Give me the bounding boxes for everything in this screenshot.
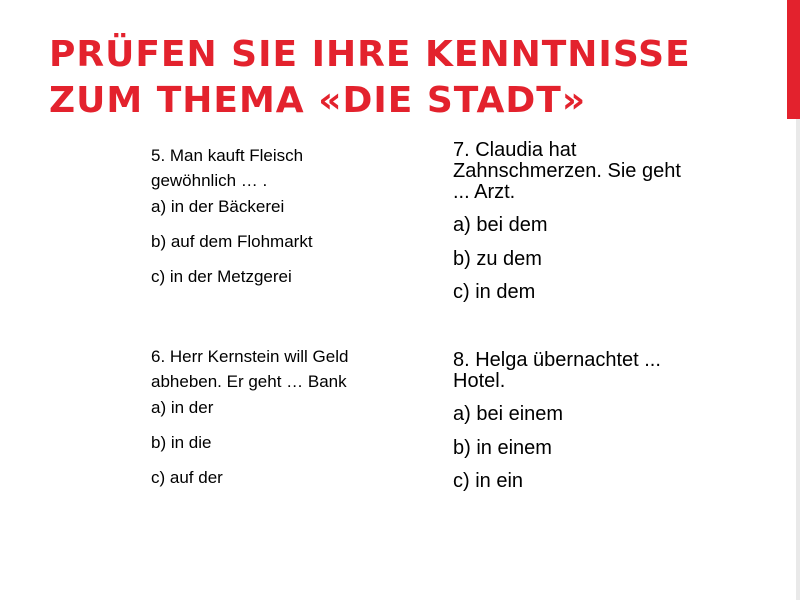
question-5-option-b: b) auf dem Flohmarkt <box>151 232 313 251</box>
question-6-option-a: a) in der <box>151 398 214 417</box>
question-8-stem-line-2: Hotel. <box>453 370 506 392</box>
question-5-stem-line-1: 5. Man kauft Fleisch <box>151 146 304 165</box>
question-8-stem-line-1: 8. Helga übernachtet ... <box>453 349 661 371</box>
question-8-option-a: a) bei einem <box>453 403 564 425</box>
question-7-stem-line-3: ... Arzt. <box>453 181 516 203</box>
question-5-option-c: c) in der Metzgerei <box>151 267 292 286</box>
question-8-stem <box>453 350 753 392</box>
side-line <box>796 119 800 600</box>
question-6-stem-line-2: abheben. Er geht … Bank <box>151 372 347 391</box>
question-8 <box>453 350 753 504</box>
question-7-stem <box>453 140 753 203</box>
question-7-stem-line-1: 7. Claudia hat <box>453 139 577 161</box>
question-5 <box>151 143 411 302</box>
question-7 <box>453 140 753 315</box>
title-line-1: PRÜFEN SIE IHRE KENNTNISSE <box>49 34 691 75</box>
question-7-option-b: b) zu dem <box>453 247 542 270</box>
slide-title <box>49 32 769 124</box>
question-6 <box>151 344 421 503</box>
question-6-stem <box>151 344 421 394</box>
question-7-stem-line-2: Zahnschmerzen. Sie geht <box>453 160 681 182</box>
question-5-stem-line-2: gewöhnlich … . <box>151 171 268 190</box>
title-line-2: ZUM THEMA «DIE STADT» <box>49 80 587 121</box>
question-5-stem <box>151 143 411 193</box>
question-6-stem-line-1: 6. Herr Kernstein will Geld <box>151 347 349 366</box>
question-8-option-c: c) in ein <box>453 470 524 492</box>
question-6-option-c: c) auf der <box>151 468 223 487</box>
question-7-option-c: c) in dem <box>453 281 536 303</box>
question-5-option-a: a) in der Bäckerei <box>151 197 285 216</box>
question-7-option-a: a) bei dem <box>453 214 548 236</box>
question-8-option-b: b) in einem <box>453 436 552 459</box>
accent-bar <box>787 0 800 119</box>
question-6-option-b: b) in die <box>151 433 212 452</box>
